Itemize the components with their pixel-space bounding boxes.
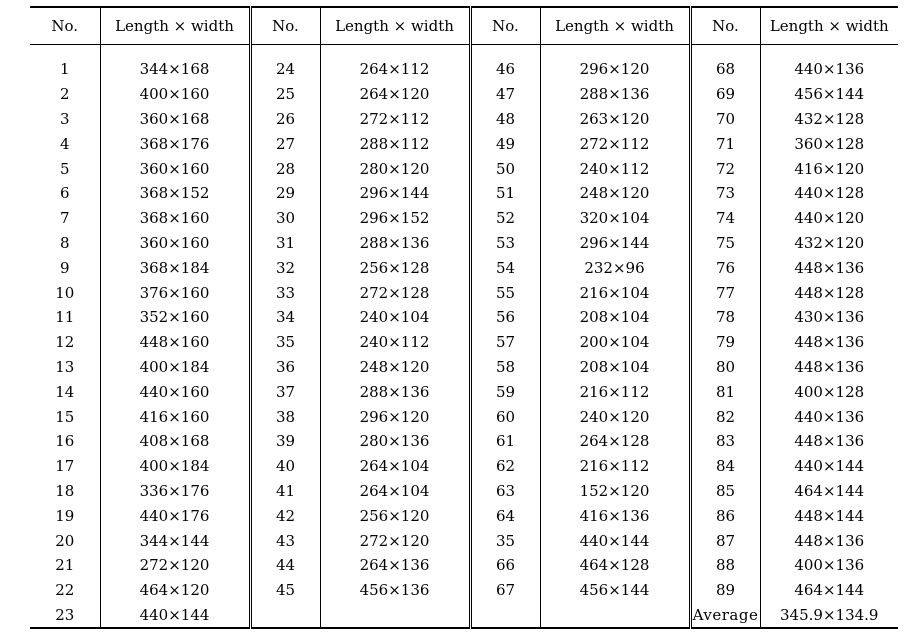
cell-no: 86	[690, 503, 760, 528]
cell-size: 360×160	[100, 231, 250, 256]
cell-no: 37	[250, 379, 320, 404]
cell-no: 56	[470, 305, 540, 330]
cell-no: 72	[690, 156, 760, 181]
cell-no: 59	[470, 379, 540, 404]
cell-size: 440×136	[760, 404, 898, 429]
cell-no: 83	[690, 429, 760, 454]
cell-size: 400×128	[760, 379, 898, 404]
cell-no: 33	[250, 280, 320, 305]
cell-no: 69	[690, 82, 760, 107]
dimensions-table	[30, 6, 898, 629]
cell-size: 440×144	[100, 603, 250, 629]
cell-size: 408×168	[100, 429, 250, 454]
cell-size: 240×112	[540, 156, 690, 181]
cell-no: 10	[55, 283, 75, 302]
table-row	[30, 355, 898, 380]
cell-size: 368×176	[100, 131, 250, 156]
cell-no: 45	[250, 578, 320, 603]
cell-no: 35	[470, 528, 540, 553]
cell-no: 87	[690, 528, 760, 553]
cell-size: 448×160	[100, 330, 250, 355]
cell-size: 464×128	[540, 553, 690, 578]
header-no-2: No.	[250, 7, 320, 45]
cell-size: 240×112	[320, 330, 470, 355]
cell-size: 448×136	[760, 330, 898, 355]
cell-no: 2	[59, 85, 70, 104]
cell-size: 448×136	[760, 429, 898, 454]
cell-size: 272×112	[540, 131, 690, 156]
cell-no: 44	[250, 553, 320, 578]
header-size-1: Length × width	[100, 7, 250, 45]
cell-size: 448×136	[760, 355, 898, 380]
table-row	[30, 305, 898, 330]
cell-size: 240×104	[320, 305, 470, 330]
header-size-4: Length × width	[760, 7, 898, 45]
cell-no: 67	[470, 578, 540, 603]
cell-no: 18	[55, 481, 75, 500]
cell-size: 360×168	[100, 107, 250, 132]
cell-no: 1	[59, 60, 70, 79]
cell-size: 232×96	[540, 255, 690, 280]
cell-size: 360×160	[100, 156, 250, 181]
cell-no: 48	[470, 107, 540, 132]
cell-size: 344×168	[100, 45, 250, 82]
cell-no: 71	[690, 131, 760, 156]
cell-no: 76	[690, 255, 760, 280]
table-row	[30, 206, 898, 231]
cell-no: 47	[470, 82, 540, 107]
cell-size: 400×160	[100, 82, 250, 107]
cell-size: 200×104	[540, 330, 690, 355]
cell-no: 43	[250, 528, 320, 553]
cell-no: 68	[690, 45, 760, 82]
cell-no: 13	[55, 357, 75, 376]
table-row	[30, 131, 898, 156]
cell-no: 49	[470, 131, 540, 156]
cell-no: 32	[250, 255, 320, 280]
cell-size: 256×128	[320, 255, 470, 280]
cell-size: 430×136	[760, 305, 898, 330]
cell-no: 61	[470, 429, 540, 454]
cell-no: 35	[250, 330, 320, 355]
cell-size: 264×120	[320, 82, 470, 107]
cell-size: 272×128	[320, 280, 470, 305]
cell-no: 54	[470, 255, 540, 280]
cell-size: 400×136	[760, 553, 898, 578]
cell-size: 464×120	[100, 578, 250, 603]
cell-no: 53	[470, 231, 540, 256]
header-no-4: No.	[690, 7, 760, 45]
table-row	[30, 528, 898, 553]
cell-size: 464×144	[760, 479, 898, 504]
cell-size: 440×144	[540, 528, 690, 553]
cell-size: 263×120	[540, 107, 690, 132]
cell-size: 296×120	[320, 404, 470, 429]
cell-size: 456×136	[320, 578, 470, 603]
cell-no: 75	[690, 231, 760, 256]
cell-no: 58	[470, 355, 540, 380]
cell-size: 288×136	[320, 379, 470, 404]
cell-size: 208×104	[540, 305, 690, 330]
cell-no: 74	[690, 206, 760, 231]
cell-no: 63	[470, 479, 540, 504]
cell-size: 352×160	[100, 305, 250, 330]
table-row	[30, 603, 898, 629]
cell-no: 66	[470, 553, 540, 578]
cell-size: 456×144	[760, 82, 898, 107]
cell-no: 64	[470, 503, 540, 528]
cell-no: 27	[250, 131, 320, 156]
table-row	[30, 181, 898, 206]
cell-no: 12	[55, 333, 75, 352]
cell-no: 7	[59, 209, 70, 228]
cell-no: 85	[690, 479, 760, 504]
cell-size: 296×120	[540, 45, 690, 82]
cell-size: 336×176	[100, 479, 250, 504]
cell-size: 456×144	[540, 578, 690, 603]
cell-no: 62	[470, 454, 540, 479]
cell-no: 36	[250, 355, 320, 380]
cell-no: 70	[690, 107, 760, 132]
table-row	[30, 429, 898, 454]
header-size-2: Length × width	[320, 7, 470, 45]
cell-no: 14	[55, 382, 75, 401]
cell-no: 81	[690, 379, 760, 404]
cell-no: 77	[690, 280, 760, 305]
cell-no: 5	[59, 159, 70, 178]
cell-no: 41	[250, 479, 320, 504]
cell-size: 400×184	[100, 355, 250, 380]
cell-size: 344×144	[100, 528, 250, 553]
cell-no: 20	[55, 531, 75, 550]
cell-no: Average	[690, 603, 760, 629]
cell-size: 248×120	[540, 181, 690, 206]
cell-size: 288×136	[320, 231, 470, 256]
cell-size: 416×120	[760, 156, 898, 181]
cell-size: 320×104	[540, 206, 690, 231]
cell-no: 57	[470, 330, 540, 355]
cell-size: 280×136	[320, 429, 470, 454]
table-body	[30, 45, 898, 629]
cell-no: 4	[59, 134, 70, 153]
cell-no: 80	[690, 355, 760, 380]
table-row	[30, 379, 898, 404]
cell-size: 208×104	[540, 355, 690, 380]
cell-size: 272×120	[100, 553, 250, 578]
cell-no: 22	[55, 581, 75, 600]
cell-no: 21	[55, 556, 75, 575]
cell-size: 360×128	[760, 131, 898, 156]
header-no-3: No.	[470, 7, 540, 45]
table-row	[30, 454, 898, 479]
cell-size: 416×136	[540, 503, 690, 528]
cell-size: 345.9×134.9	[760, 603, 898, 629]
cell-no: 26	[250, 107, 320, 132]
cell-size: 296×144	[320, 181, 470, 206]
cell-size: 440×120	[760, 206, 898, 231]
table-row	[30, 45, 898, 82]
cell-no: 8	[59, 233, 70, 252]
cell-no: 34	[250, 305, 320, 330]
cell-no: 79	[690, 330, 760, 355]
cell-size: 280×120	[320, 156, 470, 181]
cell-size: 264×112	[320, 45, 470, 82]
table-row	[30, 280, 898, 305]
cell-size: 216×112	[540, 454, 690, 479]
cell-size: 448×128	[760, 280, 898, 305]
cell-no: 11	[55, 308, 75, 327]
cell-no: 28	[250, 156, 320, 181]
cell-no: 40	[250, 454, 320, 479]
cell-no: 29	[250, 181, 320, 206]
cell-no: 42	[250, 503, 320, 528]
cell-size	[540, 603, 690, 629]
cell-no: 52	[470, 206, 540, 231]
cell-no	[250, 603, 320, 629]
cell-no: 17	[55, 457, 75, 476]
cell-size: 440×176	[100, 503, 250, 528]
table-row	[30, 156, 898, 181]
cell-no: 50	[470, 156, 540, 181]
cell-no: 78	[690, 305, 760, 330]
cell-size: 464×144	[760, 578, 898, 603]
cell-no: 39	[250, 429, 320, 454]
cell-size: 272×112	[320, 107, 470, 132]
table-row	[30, 107, 898, 132]
cell-size: 240×120	[540, 404, 690, 429]
cell-size: 216×104	[540, 280, 690, 305]
cell-size: 448×136	[760, 255, 898, 280]
cell-size: 448×136	[760, 528, 898, 553]
cell-size: 288×136	[540, 82, 690, 107]
cell-no: 51	[470, 181, 540, 206]
cell-size: 440×160	[100, 379, 250, 404]
cell-size: 432×128	[760, 107, 898, 132]
cell-no: 6	[59, 184, 70, 203]
cell-size: 440×144	[760, 454, 898, 479]
table-row	[30, 553, 898, 578]
table-row	[30, 578, 898, 603]
cell-size: 216×112	[540, 379, 690, 404]
cell-size: 272×120	[320, 528, 470, 553]
cell-no: 82	[690, 404, 760, 429]
cell-no: 84	[690, 454, 760, 479]
cell-size: 368×152	[100, 181, 250, 206]
cell-size: 256×120	[320, 503, 470, 528]
cell-size: 432×120	[760, 231, 898, 256]
cell-size	[320, 603, 470, 629]
cell-size: 152×120	[540, 479, 690, 504]
cell-size: 264×104	[320, 454, 470, 479]
cell-size: 288×112	[320, 131, 470, 156]
cell-size: 400×184	[100, 454, 250, 479]
cell-no	[470, 603, 540, 629]
table-row	[30, 479, 898, 504]
table-row	[30, 404, 898, 429]
cell-size: 296×152	[320, 206, 470, 231]
table-row	[30, 231, 898, 256]
cell-no: 3	[59, 109, 70, 128]
header-no-1: No.	[51, 17, 79, 35]
cell-no: 16	[55, 432, 75, 451]
cell-no: 31	[250, 231, 320, 256]
cell-no: 73	[690, 181, 760, 206]
cell-no: 25	[250, 82, 320, 107]
table-row	[30, 330, 898, 355]
cell-size: 416×160	[100, 404, 250, 429]
cell-size: 264×128	[540, 429, 690, 454]
header-row	[30, 7, 898, 45]
cell-no: 15	[55, 407, 75, 426]
cell-no: 30	[250, 206, 320, 231]
table-row	[30, 255, 898, 280]
cell-size: 368×160	[100, 206, 250, 231]
cell-no: 89	[690, 578, 760, 603]
cell-no: 9	[59, 258, 70, 277]
cell-size: 440×136	[760, 45, 898, 82]
cell-no: 55	[470, 280, 540, 305]
cell-no: 88	[690, 553, 760, 578]
cell-size: 248×120	[320, 355, 470, 380]
cell-size: 376×160	[100, 280, 250, 305]
cell-no: 19	[55, 506, 75, 525]
table-row	[30, 503, 898, 528]
table-row	[30, 82, 898, 107]
header-size-3: Length × width	[540, 7, 690, 45]
cell-no: 60	[470, 404, 540, 429]
cell-no: 38	[250, 404, 320, 429]
cell-size: 264×136	[320, 553, 470, 578]
cell-size: 264×104	[320, 479, 470, 504]
cell-no: 46	[470, 45, 540, 82]
cell-no: 24	[250, 45, 320, 82]
cell-size: 448×144	[760, 503, 898, 528]
cell-no: 23	[55, 605, 75, 624]
cell-size: 440×128	[760, 181, 898, 206]
cell-size: 296×144	[540, 231, 690, 256]
cell-size: 368×184	[100, 255, 250, 280]
